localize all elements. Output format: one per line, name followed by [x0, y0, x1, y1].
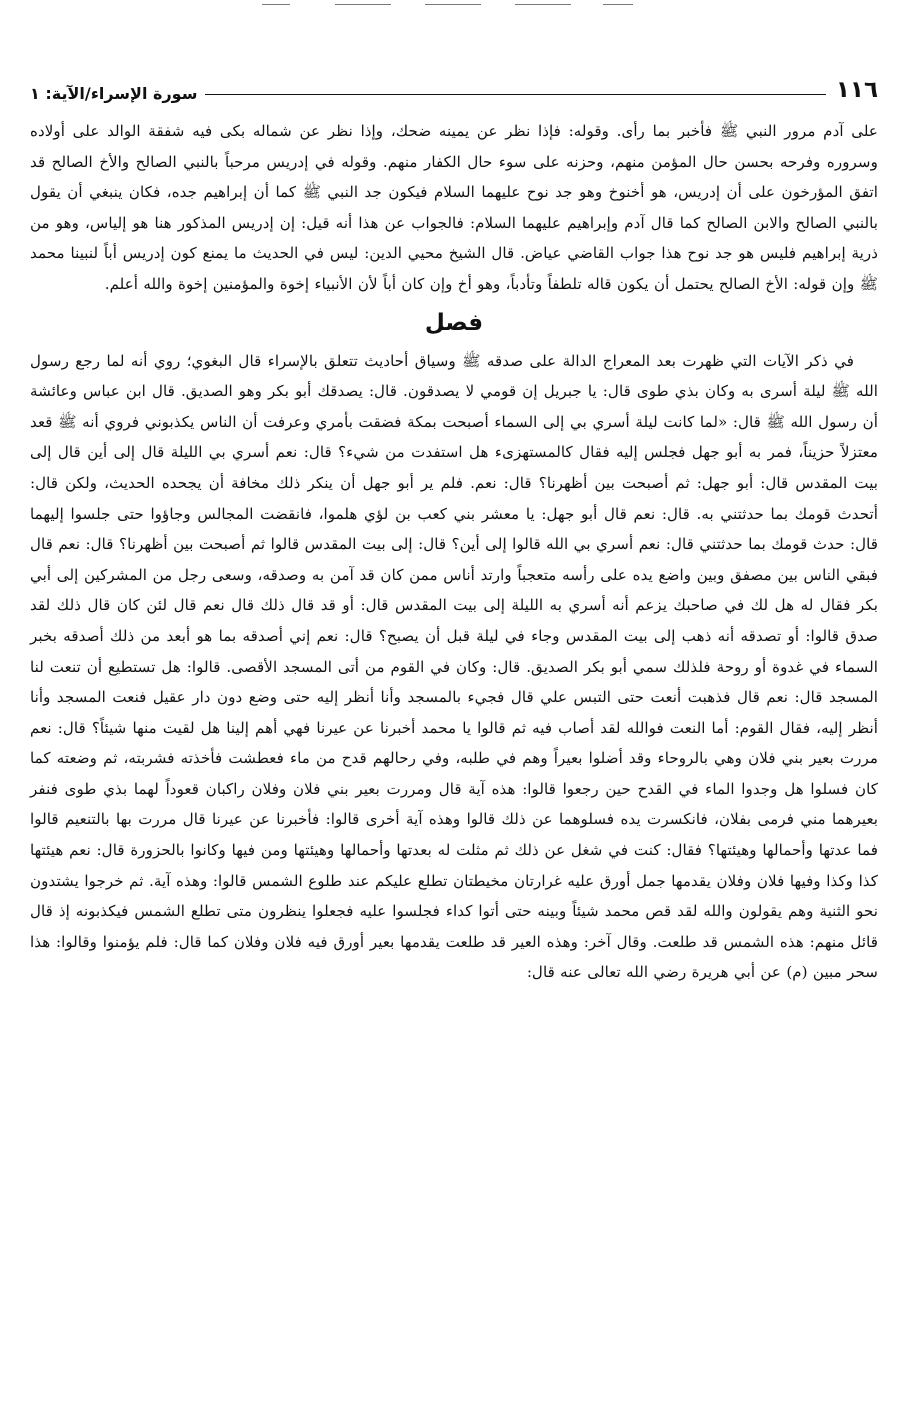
top-margin-rule: [515, 4, 571, 5]
header-rule: [205, 94, 825, 95]
page-header: [30, 62, 878, 102]
body-text: [30, 116, 878, 988]
section-heading: فصل: [424, 309, 484, 336]
top-margin-rule: [335, 4, 391, 5]
running-title: سورة الإسراء/الآية: ١: [30, 84, 198, 103]
section-paragraph: في ذكر الآيات التي ظهرت بعد المعراج الدالة على صدقه ﷺ وسياق أحاديث تتعلق بالإسراء قال البغوي؛ روي أنه لما رجع رسول الله ﷺ ليلة أسرى به وكان بذي طوى قال: يا جبريل إن قومي لا يصدقون. قال: يصدقك أبو بكر وهو الصديق. قال ابن عباس وعائشة أن رسول الله ﷺ قال: «لما كانت ليلة أسري بي إلى السماء أصبحت بمكة فضقت بأمري وعرفت أن الناس يكذبوني فروي أنه ﷺ قعد معتزلاً حزيناً، فمر به أبو جهل فجلس إليه فقال كالمستهزىء هل استفدت من شيء؟ قال: نعم أسري بي الليلة قال إلى أين قال إلى بيت المقدس قال: أبو جهل: ثم أصبحت بين أظهرنا؟ قال: نعم. فلم ير أبو جهل أن ينكر ذلك مخافة أن يجحده الحديث، ولكن قال: أتحدث قومك بما حدثتني به. قال: نعم قال أبو جهل: يا معشر بني كعب بن لؤي هلموا، فانقضت المجالس وجاؤوا حتى جلسوا إليهما قال: حدث قومك بما حدثتني قال: نعم أسري بي الله قالوا إلى أين؟ قال: إلى بيت المقدس قالوا ثم أصبحت بين أظهرنا؟ قال: نعم قال فبقي الناس بين مصفق وبين واضع يده على رأسه متعجباً وارتد أناس ممن كان قد آمن به وصدقه، وسعى رجل من المشركين إلى أبي بكر فقال له هل لك في صاحبك يزعم أنه أسري به الليلة إلى بيت المقدس قال: أو قد قال ذلك قال نعم قال لئن كان قال ذلك لقد صدق قالوا: أو تصدقه أنه ذهب إلى بيت المقدس وجاء في ليلة قبل أن يصبح؟ قال: نعم إني أصدقه بما هو أبعد من ذلك أصدقه بخبر السماء في غدوة أو روحة فلذلك سمي أبو بكر الصديق. قال: وكان في القوم من أتى المسجد الأقصى. قالوا: هل تستطيع أن تنعت لنا المسجد قال: نعم قال فذهبت أنعت حتى التبس علي قال فجيء بالمسجد وأنا أنظر إليه حتى وضع دون دار عقيل فنعت المسجد وأنا أنظر إليه، فقال القوم: أما النعت فوالله لقد أصاب فيه ثم قالوا يا محمد أخبرنا عن عيرنا فهي أهم إلينا هل لقيت منها شيئاً؟ قال: نعم مررت بعير بني فلان وهي بالروحاء وقد أضلوا بعيراً وهم في طلبه، وفي رحالهم قدح من ماء فعطشت فأخذته فشربته، ثم وضعته كما كان فسلوا هل وجدوا الماء في القدح حين رجعوا قالوا: هذه آية قال ومررت بعير بني فلان وفلان راكبان قعوداً لهما بذي طوى فنفر بعيرهما مني فرمى بفلان، فانكسرت يده فسلوهما عن ذلك قالوا وهذه آية أخرى قالوا: فأخبرنا عن عيرنا قال مررت بها بالتنعيم قالوا فما عدتها وأحمالها وهيئتها؟ فقال: كنت في شغل عن ذلك ثم مثلت له بعدتها وأحمالها وهيئتها ومن فيها وكانوا بالحزورة قال: نعم هيئتها كذا وكذا وفيها فلان وفلان يقدمها جمل أورق عليه غرارتان مخيطتان تطلع عليكم عند طلوع الشمس قالوا: وهذه آية. ثم خرجوا يشتدون نحو الثنية وهم يقولون والله لقد قص محمد شيئاً وبينه حتى أتوا كداء فجلسوا عليه فجعلوا ينظرون متى تطلع الشمس فيكذبونه إذ قال قائل منهم: هذه الشمس قد طلعت. وقال آخر: وهذه العير قد طلعت يقدمها بعير أورق فيه فلان وفلان كما قال: فلم يؤمنوا وقالوا: هذا سحر مبين (م) عن أبي هريرة رضي الله تعالى عنه قال:: [30, 351, 878, 982]
top-margin-rule: [262, 4, 290, 5]
page-number: ١١٦: [835, 77, 878, 103]
top-margin-rule: [603, 4, 633, 5]
intro-paragraph: على آدم مرور النبي ﷺ فأخبر بما رأى. وقوله: فإذا نظر عن يمينه ضحك، وإذا نظر عن شماله بكى فيه شفقة الوالد على أولاده وسروره وفرحه بحسن حال المؤمن منهم، وحزنه على سوء حال الكفار منهم. وقوله في إدريس مرحباً بالنبي الصالح والأخ الصالح قد اتفق المؤرخون على أن إدريس، هو أخنوخ وهو جد نوح عليهما السلام فيكون جد النبي ﷺ كما أن إبراهيم جده، فكان ينبغي أن يقول بالنبي الصالح والابن الصالح كما قال آدم وإبراهيم عليهما السلام: فالجواب عن هذا أنه قيل: إن إدريس المذكور هنا هو إلياس، وهو من ذرية إبراهيم فليس هو جد نوح هذا جواب القاضي عياض. قال الشيخ محيي الدين: ليس في الحديث ما يمنع كون إدريس أباً لنبينا محمد ﷺ وإن قوله: الأخ الصالح يحتمل أن يكون قاله تلطفاً وتأدباً، وهو أخ وإن كان أباً لأن الأنبياء إخوة والمؤمنين إخوة والله أعلم.: [30, 122, 878, 293]
top-margin-rule: [425, 4, 481, 5]
